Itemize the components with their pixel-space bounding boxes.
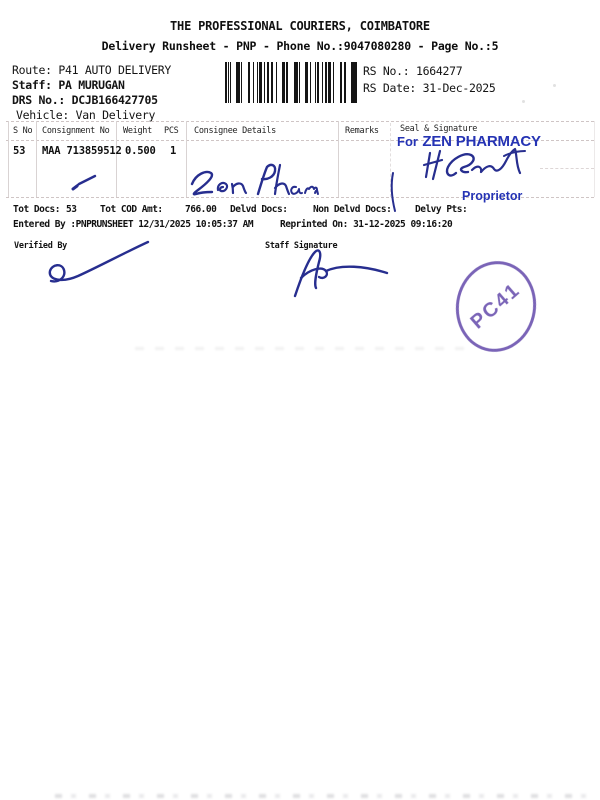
tot-cod-value: 766.00: [185, 204, 217, 215]
tot-docs-value: 53: [66, 204, 77, 215]
col-header-remarks: Remarks: [345, 126, 379, 136]
seal-for-word: For: [397, 134, 418, 149]
table-top-border: [6, 121, 594, 122]
seal-company-name: ZEN PHARMACY: [422, 133, 541, 150]
round-stamp: [449, 255, 542, 357]
table-vline: [338, 121, 339, 197]
verified-by-signature: [34, 238, 154, 286]
table-vline: [186, 121, 187, 197]
seal-designation: Proprietor: [462, 189, 523, 203]
non-delvd-docs-label: Non Delvd Docs:: [313, 204, 392, 215]
rs-no-line: RS No.: 1664277: [363, 64, 463, 78]
entered-by-line: Entered By :PNPRUNSHEET 12/31/2025 10:05:37 AM: [13, 219, 254, 230]
staff-signature: [283, 244, 391, 300]
drs-no-line: DRS No.: DCJB166427705: [12, 93, 158, 107]
delvd-docs-label: Delvd Docs:: [230, 204, 288, 215]
row-sno: 53: [13, 145, 26, 157]
barcode-icon: [225, 62, 358, 103]
staff-signature-label: Staff Signature: [265, 241, 338, 251]
table-vline: [116, 121, 117, 197]
scan-noise-strip: [55, 794, 592, 798]
scan-speck: [553, 84, 556, 87]
scan-speck: [522, 100, 525, 103]
route-line: Route: P41 AUTO DELIVERY: [12, 63, 171, 77]
page-subtitle: Delivery Runsheet - PNP - Phone No.:9047080280 - Page No.:5: [101, 39, 499, 53]
table-row-border-fragment: [540, 168, 594, 169]
staff-line: Staff: PA MURUGAN: [12, 78, 125, 92]
round-stamp-text: PC41: [466, 278, 525, 334]
verified-by-label: Verified By: [14, 241, 67, 251]
col-header-pcs: PCS: [164, 126, 179, 136]
row-consignment: MAA 713859512: [42, 145, 122, 157]
reprinted-line: Reprinted On: 31-12-2025 09:16:20: [280, 219, 453, 230]
delvy-pts-label: Delvy Pts:: [415, 204, 468, 215]
scan-smudge: [135, 347, 475, 350]
col-header-weight: Weight: [123, 126, 152, 136]
page-title: THE PROFESSIONAL COURIERS, COIMBATORE: [170, 19, 430, 33]
col-header-sno: S No: [13, 126, 33, 136]
vehicle-line: Vehicle: Van Delivery: [16, 108, 156, 122]
tot-cod-label: Tot COD Amt:: [100, 204, 163, 215]
table-vline: [594, 121, 595, 197]
col-header-consignee: Consignee Details: [194, 126, 276, 136]
rs-date-line: RS Date: 31-Dec-2025: [363, 81, 496, 95]
delivery-checkmark: [70, 174, 98, 192]
table-vline: [8, 121, 9, 197]
col-header-seal: Seal & Signature: [400, 124, 478, 134]
row-weight: 0.500: [125, 145, 156, 157]
col-header-consignment: Consignment No: [42, 126, 110, 136]
row-pcs: 1: [170, 145, 177, 157]
table-vline: [36, 121, 37, 197]
consignee-handwriting: [188, 162, 318, 202]
proprietor-signature: [416, 143, 528, 191]
tot-docs-label: Tot Docs:: [13, 204, 60, 215]
